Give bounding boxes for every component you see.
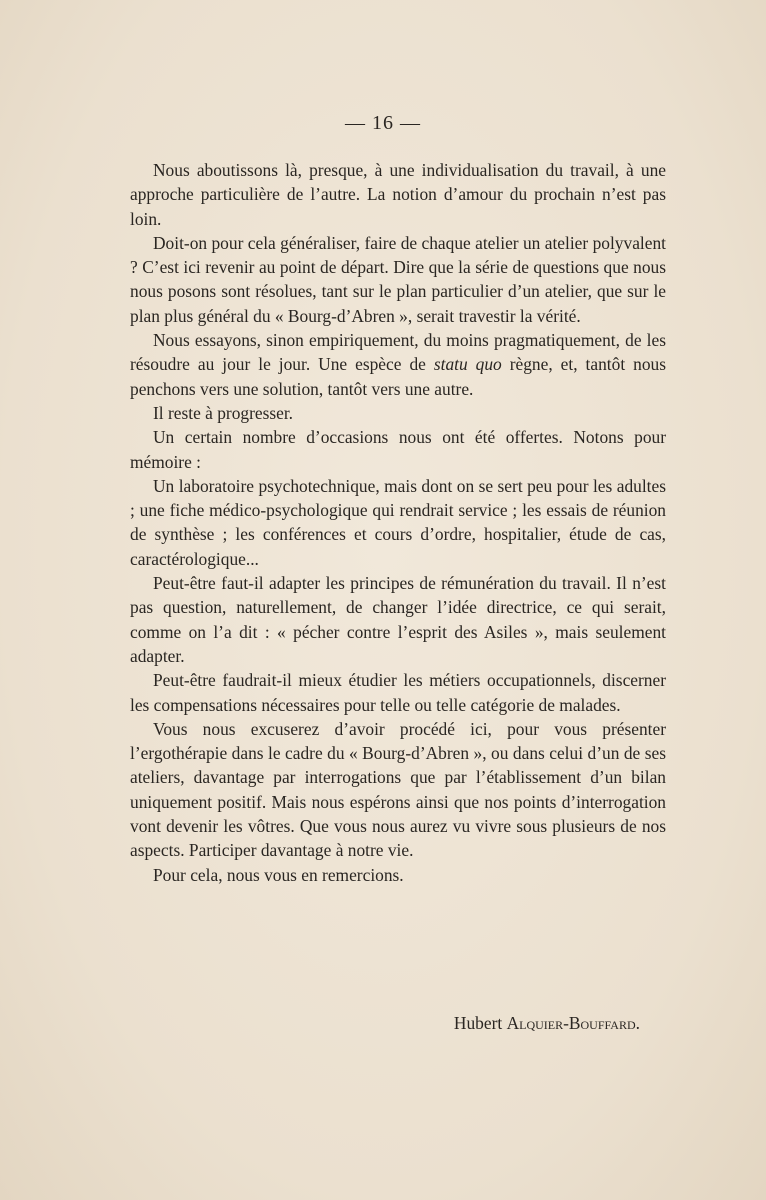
paragraph: Un laboratoire psychotechnique, mais dont on se sert peu pour les adultes ; une fiche médico-psychologique qui rendrait service ; les essais de réunion de synthèse ; les conférences et cours d’ordre, hospitalier, étude de cas, caractérologique...: [130, 475, 666, 569]
body-text: [130, 158, 666, 887]
paragraph: Vous nous excuserez d’avoir procédé ici, pour vous présenter l’ergothérapie dans le cadre du « Bourg-d’Abren », ou dans celui d’un de ses ateliers, davantage par interrogations que par l’établissement d’un bilan uniquement positif. Mais nous espérons ainsi que nos points d’interrogation vont devenir les vôtres. Que vous nous aurez vu vivre sous plusieurs de nos aspects. Participer davantage à notre vie.: [130, 718, 666, 861]
paragraph: Un certain nombre d’occasions nous ont été offertes. Notons pour mémoire :: [130, 427, 666, 472]
page-number: — 16 —: [345, 112, 421, 134]
paragraph: Doit-on pour cela généraliser, faire de chaque atelier un atelier polyvalent ? C’est ici revenir au point de départ. Dire que la série de questions que nous nous posons sont résolues, tant sur le plan particulier d’un atelier, que sur le plan plus général du « Bourg-d’Abren », serait travestir la vérité.: [130, 232, 666, 326]
paragraph: Peut-être faudrait-il mieux étudier les métiers occupationnels, discerner les compensations nécessaires pour telle ou telle catégorie de malades.: [130, 670, 666, 715]
italic-phrase: statu quo: [433, 354, 502, 375]
paragraph-text: Nous essayons, sinon empiriquement, du moins pragmatiquement, de les résoudre au jour le jour. Une espèce de: [130, 330, 666, 375]
signature-last-name: Alquier-Bouffard.: [506, 1013, 640, 1033]
paragraph: Nous aboutissons là, presque, à une individualisation du travail, à une approche particulière de l’autre. La notion d’amour du prochain n’est pas loin.: [130, 160, 666, 229]
paragraph: Peut-être faut-il adapter les principes de rémunération du travail. Il n’est pas question, naturellement, de changer l’idée directrice, ce qui serait, comme on l’a dit : « pécher contre l’esprit des Asiles », mais seulement adapter.: [130, 573, 666, 666]
paragraph: Il reste à progresser.: [153, 402, 294, 423]
paragraph: Pour cela, nous vous en remercions.: [153, 864, 404, 885]
paragraph: [130, 328, 666, 401]
paragraph-text: règne, et, tantôt nous penchons vers une solution, tantôt vers une autre.: [130, 354, 666, 399]
signature-first-name: Hubert: [453, 1013, 503, 1033]
signature: [0, 1011, 640, 1035]
